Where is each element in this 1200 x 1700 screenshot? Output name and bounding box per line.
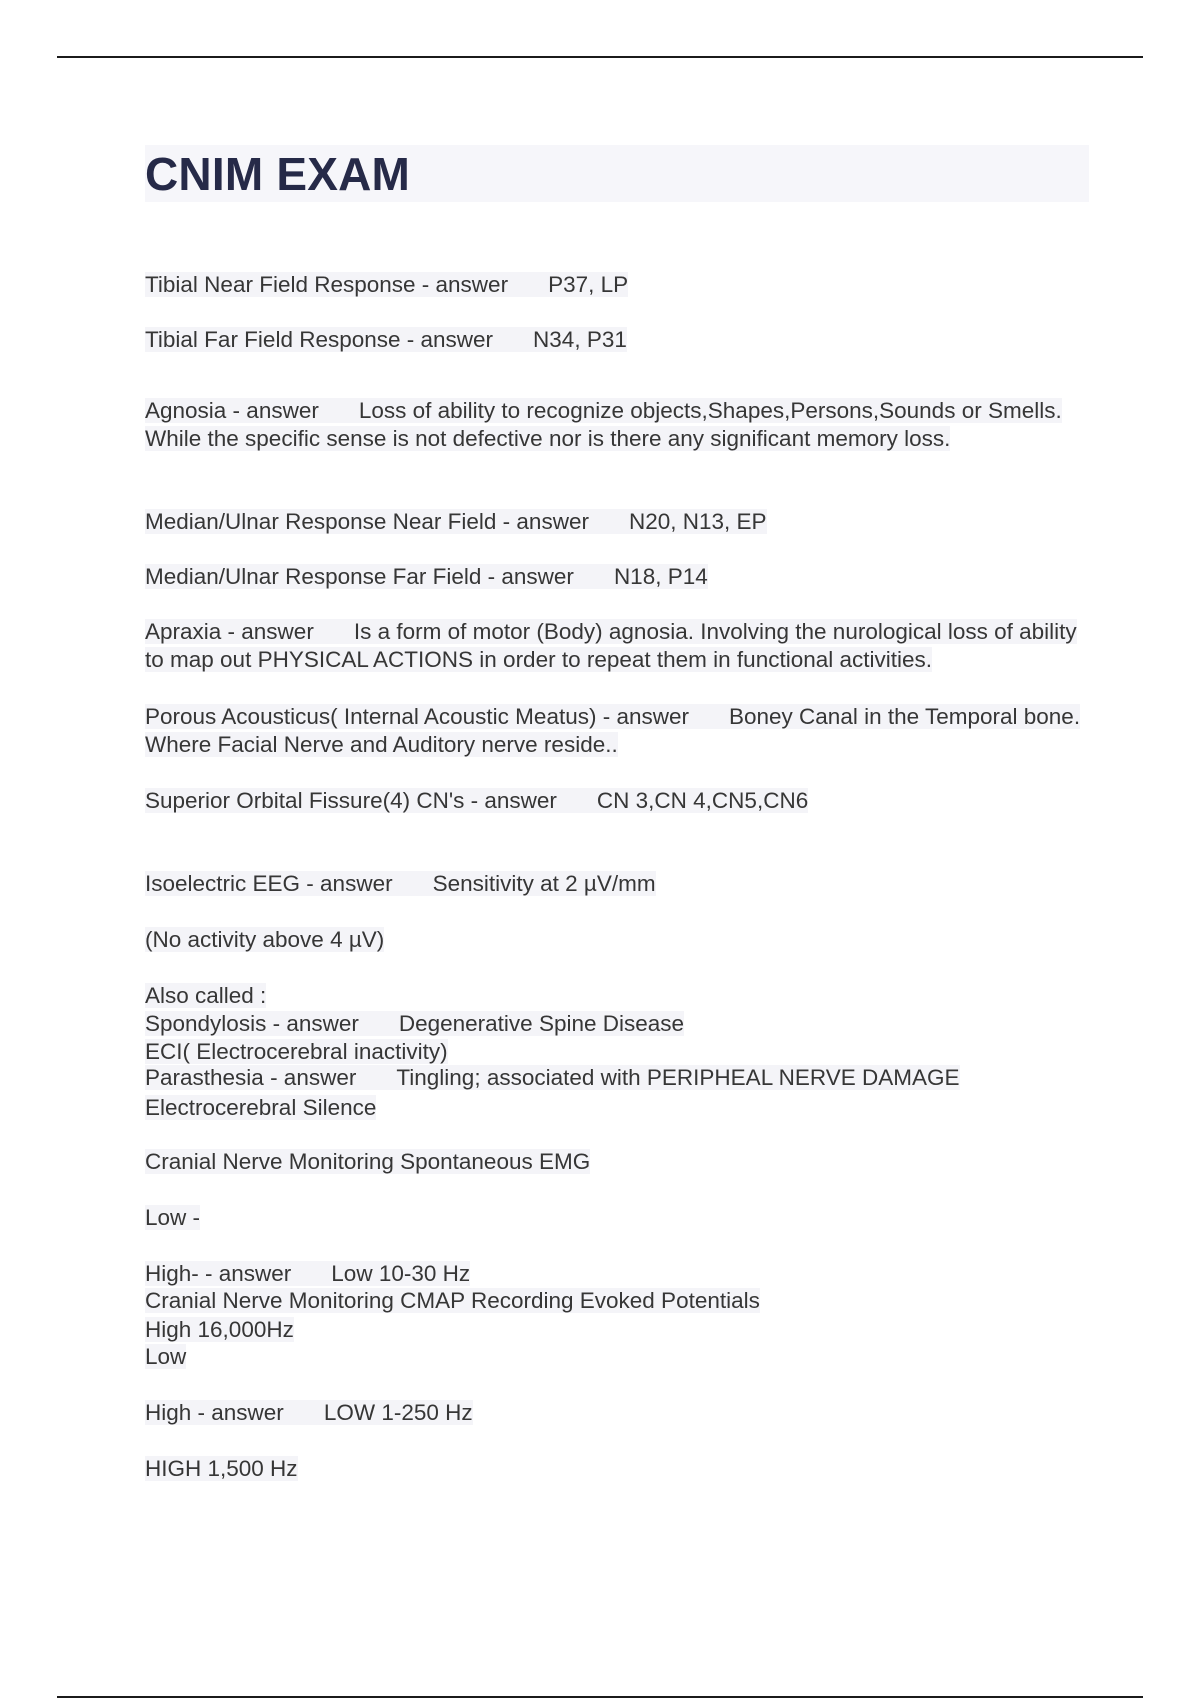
qa-entry-tibial-far-field	[145, 326, 627, 354]
answer: CN 3,CN 4,CN5,CN6	[596, 788, 809, 813]
header-rule	[57, 56, 1143, 58]
answer: LOW 1-250 Hz	[323, 1400, 473, 1425]
answer: Tingling; associated with PERIPHEAL NERVE DAMAGE	[396, 1065, 960, 1090]
answer-line: ECI( Electrocerebral inactivity)	[145, 1039, 448, 1064]
question-line: Cranial Nerve Monitoring CMAP Recording Evoked Potentials	[145, 1288, 760, 1313]
question: Agnosia - answer	[145, 398, 319, 423]
answer: Low 10-30 Hz	[331, 1261, 471, 1286]
answer-line: Also called :	[145, 983, 267, 1008]
question: High- - answer	[145, 1261, 292, 1286]
answer-line: HIGH 1,500 Hz	[145, 1456, 298, 1481]
question: Superior Orbital Fissure(4) CN's - answer	[145, 788, 557, 813]
question: Median/Ulnar Response Near Field - answer	[145, 509, 589, 534]
qa-entry-superior-orbital-fissure	[145, 787, 808, 815]
qa-entry-cranial-nerve-cmap	[145, 1259, 760, 1511]
question: Spondylosis - answer	[145, 1011, 359, 1036]
qa-entry-parasthesia	[145, 1064, 960, 1092]
qa-entry-tibial-near-field	[145, 271, 628, 299]
answer: N34, P31	[533, 327, 627, 352]
answer: P37, LP	[548, 272, 629, 297]
qa-entry-isoelectric-eeg	[145, 842, 656, 1150]
footer-rule	[57, 1696, 1143, 1698]
qa-entry-agnosia	[145, 397, 1090, 453]
answer: Degenerative Spine Disease	[398, 1011, 685, 1036]
question-line: Low -	[145, 1205, 201, 1230]
question-line: Cranial Nerve Monitoring Spontaneous EMG	[145, 1149, 591, 1174]
question: Tibial Far Field Response - answer	[145, 327, 494, 352]
qa-entry-apraxia	[145, 618, 1090, 674]
question: High - answer	[145, 1400, 284, 1425]
answer: Boney Canal in the Temporal bone. Where Facial Nerve and Auditory nerve reside..	[145, 704, 1081, 757]
answer: Loss of ability to recognize objects,Shapes,Persons,Sounds or Smells. While the specific sense is not defective nor is there any significant memory loss.	[145, 398, 1062, 451]
answer-line: (No activity above 4 µV)	[145, 927, 385, 952]
answer: Is a form of motor (Body) agnosia. Involving the nurological loss of ability to map out PHYSICAL ACTIONS in order to repeat them in functional activities.	[145, 619, 1077, 672]
qa-entry-median-ulnar-far-field	[145, 563, 708, 591]
question: Parasthesia - answer	[145, 1065, 357, 1090]
answer: Sensitivity at 2 µV/mm	[432, 871, 656, 896]
question-line: Low	[145, 1344, 187, 1369]
answer: N20, N13, EP	[628, 509, 767, 534]
qa-entry-median-ulnar-near-field	[145, 508, 767, 536]
page-title: CNIM EXAM	[145, 148, 411, 200]
qa-entry-spondylosis	[145, 1010, 684, 1038]
qa-entry-porous-acousticus	[145, 703, 1090, 759]
question: Median/Ulnar Response Far Field - answer	[145, 564, 574, 589]
question: Isoelectric EEG - answer	[145, 871, 393, 896]
answer: N18, P14	[613, 564, 708, 589]
question: Tibial Near Field Response - answer	[145, 272, 509, 297]
question: Apraxia - answer	[145, 619, 314, 644]
answer-line: High 16,000Hz	[145, 1317, 294, 1342]
answer-line: Electrocerebral Silence	[145, 1095, 377, 1120]
question: Porous Acousticus( Internal Acoustic Meatus) - answer	[145, 704, 689, 729]
